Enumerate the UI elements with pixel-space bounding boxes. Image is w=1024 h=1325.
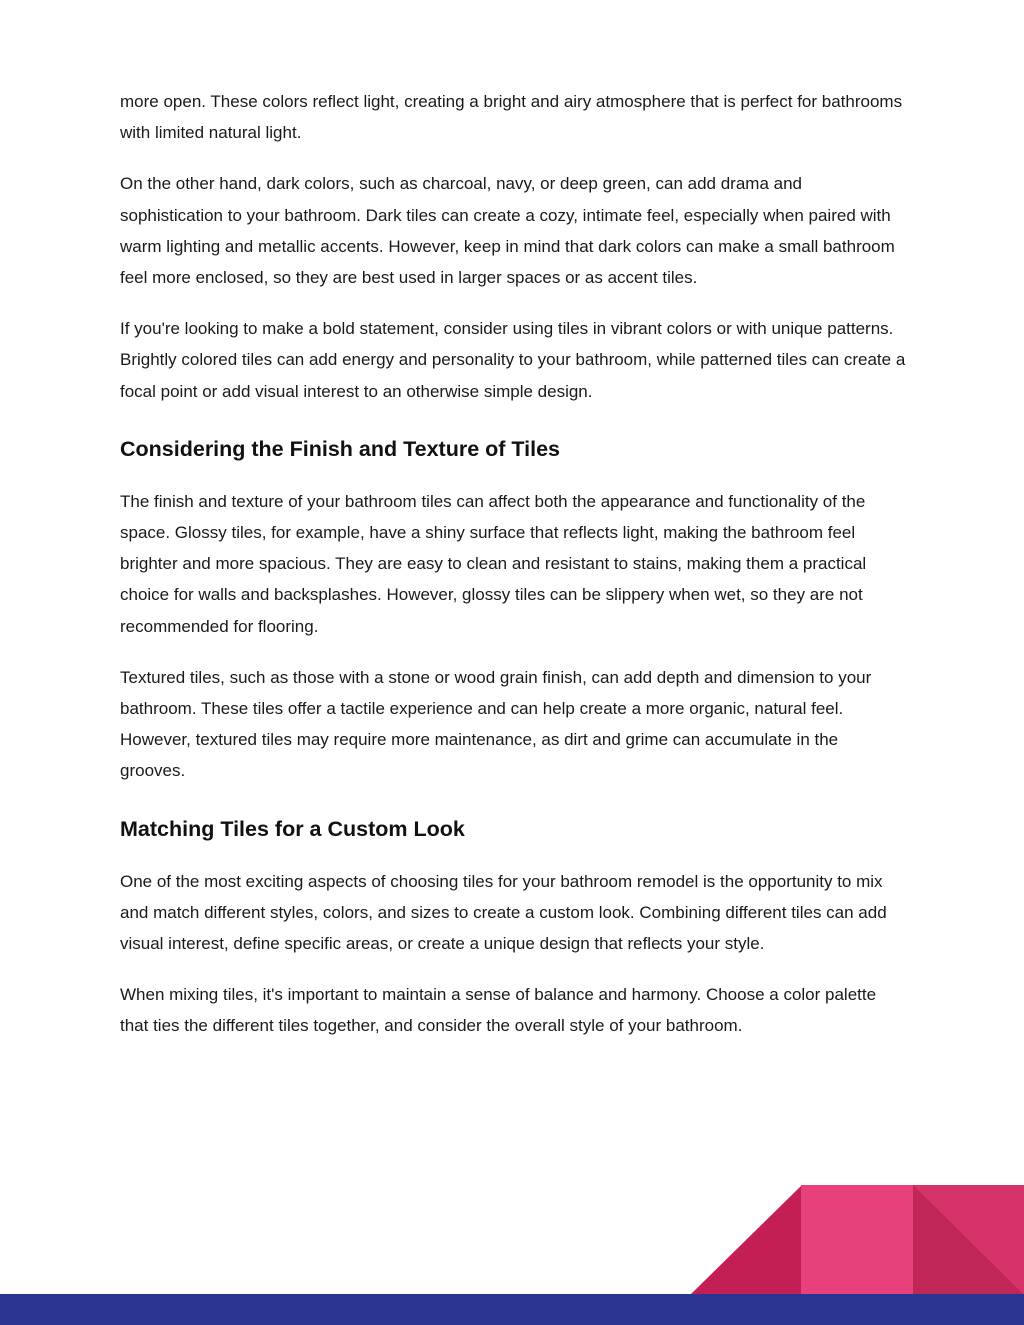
body-paragraph-dark-colors: On the other hand, dark colors, such as charcoal, navy, or deep green, can add drama and sophistication to your bathroom. Dark tiles can create a cozy, intimate feel, especially when paired with warm lighting and metallic accents. However, keep in mind that dark colors can make a small bathroom feel more enclosed, so they are best used in larger spaces or as accent tiles. xyxy=(120,174,895,288)
body-paragraph-bold-statement: If you're looking to make a bold statement, consider using tiles in vibrant colors or with unique patterns. Brightly colored tiles can add energy and personality to your bathroom, while patterned tiles can create a focal point or add visual interest to an otherwise simple design. xyxy=(120,319,906,401)
body-paragraph-mix-match: One of the most exciting aspects of choosing tiles for your bathroom remodel is the opportunity to mix and match different styles, colors, and sizes to create a custom look. Combining different tiles can add visual interest, define specific areas, or create a unique design that reflects your style. xyxy=(120,871,887,954)
body-paragraph-colors-light: more open. These colors reflect light, creating a bright and airy atmosphere that is perfect for bathrooms with limited natural light. xyxy=(120,92,903,143)
corner-triangle-left xyxy=(690,1185,802,1295)
decorative-corner-shapes xyxy=(690,1185,1024,1295)
body-paragraph-textured-tiles: Textured tiles, such as those with a stone or wood grain finish, can add depth and dimension to your bathroom. These tiles offer a tactile experience and can help create a more organic, natural feel. However, textured tiles may require more maintenance, as dirt and grime can accumulate in the grooves. xyxy=(120,667,872,781)
section-heading-matching-tiles: Matching Tiles for a Custom Look xyxy=(120,816,465,841)
body-paragraph-glossy-tiles: The finish and texture of your bathroom tiles can affect both the appearance and functionality of the space. Glossy tiles, for example, have a shiny surface that reflects light, making the bathroom feel brighter and more spacious. They are easy to clean and resistant to stains, making them a practical choice for walls and backsplashes. However, glossy tiles can be slippery when wet, so they are not recommended for flooring. xyxy=(120,491,867,636)
page-content xyxy=(120,86,906,1062)
body-paragraph-balance-harmony: When mixing tiles, it's important to maintain a sense of balance and harmony. Choose a color palette that ties the different tiles together, and consider the overall style of your bathroom. xyxy=(120,985,877,1036)
corner-block-middle xyxy=(801,1185,914,1295)
footer-band xyxy=(0,1294,1024,1325)
section-heading-finish-texture: Considering the Finish and Texture of Tiles xyxy=(120,436,561,461)
